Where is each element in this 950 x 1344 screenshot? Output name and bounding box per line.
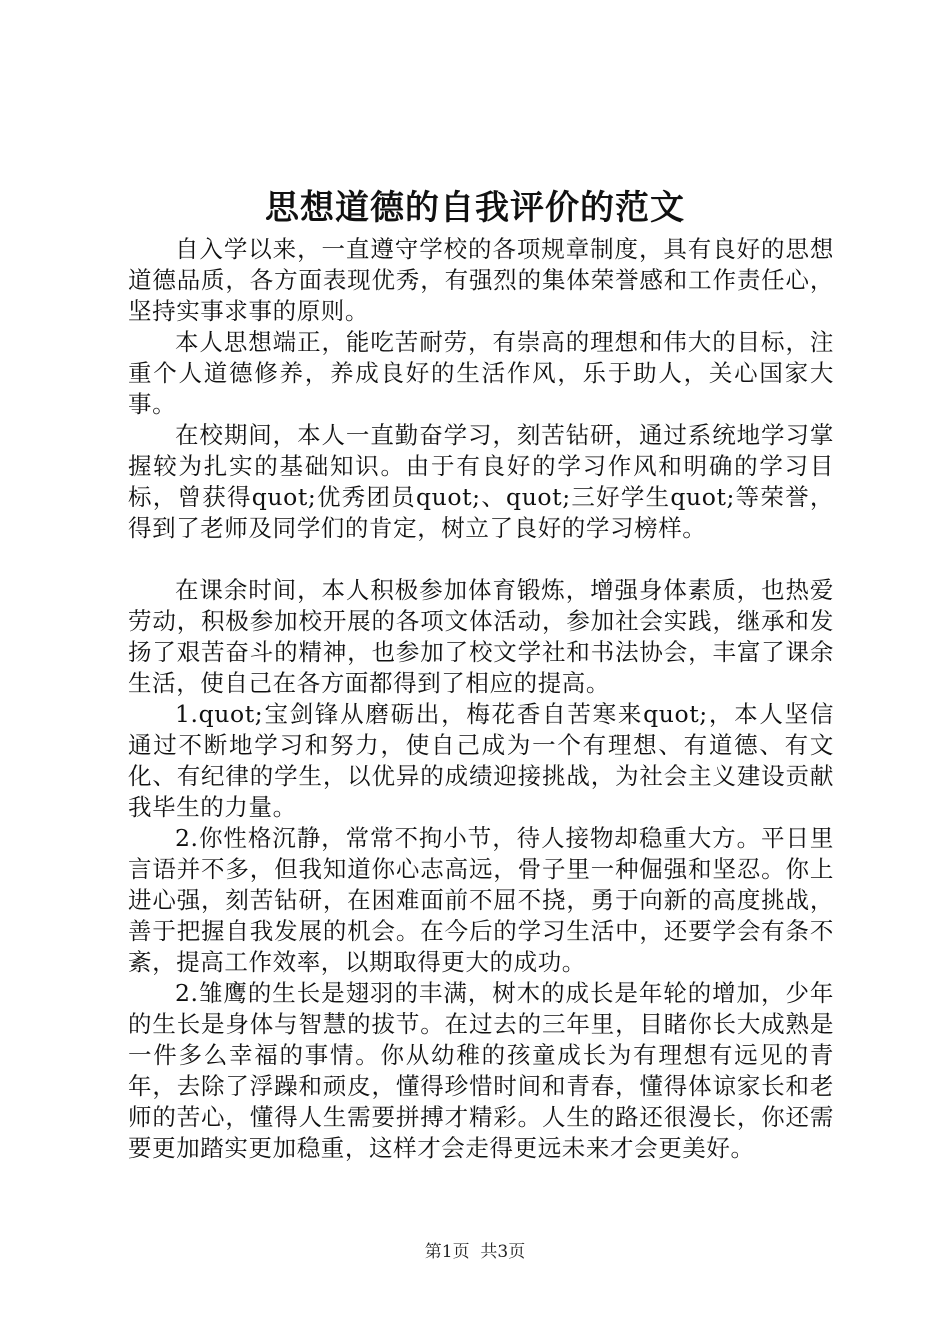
document-title: 思想道德的自我评价的范文 [265,188,685,228]
paragraph-gap [128,544,834,575]
paragraph-6: 2.你性格沉静，常常不拘小节，待人接物却稳重大方。平日里言语并不多，但我知道你心志高远，骨子里一种倔强和坚忍。你上进心强，刻苦钻研，在困难面前不屈不挠，勇于向新的高度挑战，善于把握自我发展的机会。在今后的学习生活中，还要学会有条不紊，提高工作效率，以期取得更大的成功。 [128,824,834,976]
paragraph-5: 1.quot;宝剑锋从磨砺出，梅花香自苦寒来quot;，本人坚信通过不断地学习和努力，使自己成为一个有理想、有道德、有文化、有纪律的学生，以优异的成绩迎接挑战，为社会主义建设贡献我毕生的力量。 [128,700,834,821]
paragraph-1: 自入学以来，一直遵守学校的各项规章制度，具有良好的思想道德品质，各方面表现优秀，有强烈的集体荣誉感和工作责任心，坚持实事求事的原则。 [128,235,834,325]
page-number-footer: 第1页 共3页 [424,1242,526,1262]
paragraph-7: 2.雏鹰的生长是翅羽的丰满，树木的成长是年轮的增加，少年的生长是身体与智慧的拔节。在过去的三年里，目睹你长大成熟是一件多么幸福的事情。你从幼稚的孩童成长为有理想有远见的青年，去除了浮躁和顽皮，懂得珍惜时间和青春，懂得体谅家长和老师的苦心，懂得人生需要拼搏才精彩。人生的路还很漫长，你还需要更加踏实更加稳重，这样才会走得更远未来才会更美好。 [128,979,834,1162]
paragraph-2: 本人思想端正，能吃苦耐劳，有崇高的理想和伟大的目标，注重个人道德修养，养成良好的生活作风，乐于助人，关心国家大事。 [128,328,834,418]
document-body [128,234,834,1164]
paragraph-4: 在课余时间，本人积极参加体育锻炼，增强身体素质，也热爱劳动，积极参加校开展的各项文体活动，参加社会实践，继承和发扬了艰苦奋斗的精神，也参加了校文学社和书法协会，丰富了课余生活，使自己在各方面都得到了相应的提高。 [128,576,834,697]
paragraph-3: 在校期间，本人一直勤奋学习，刻苦钻研，通过系统地学习掌握较为扎实的基础知识。由于有良好的学习作风和明确的学习目标，曾获得quot;优秀团员quot;、quot;三好学生quot;等荣誉，得到了老师及同学们的肯定，树立了良好的学习榜样。 [128,421,834,542]
